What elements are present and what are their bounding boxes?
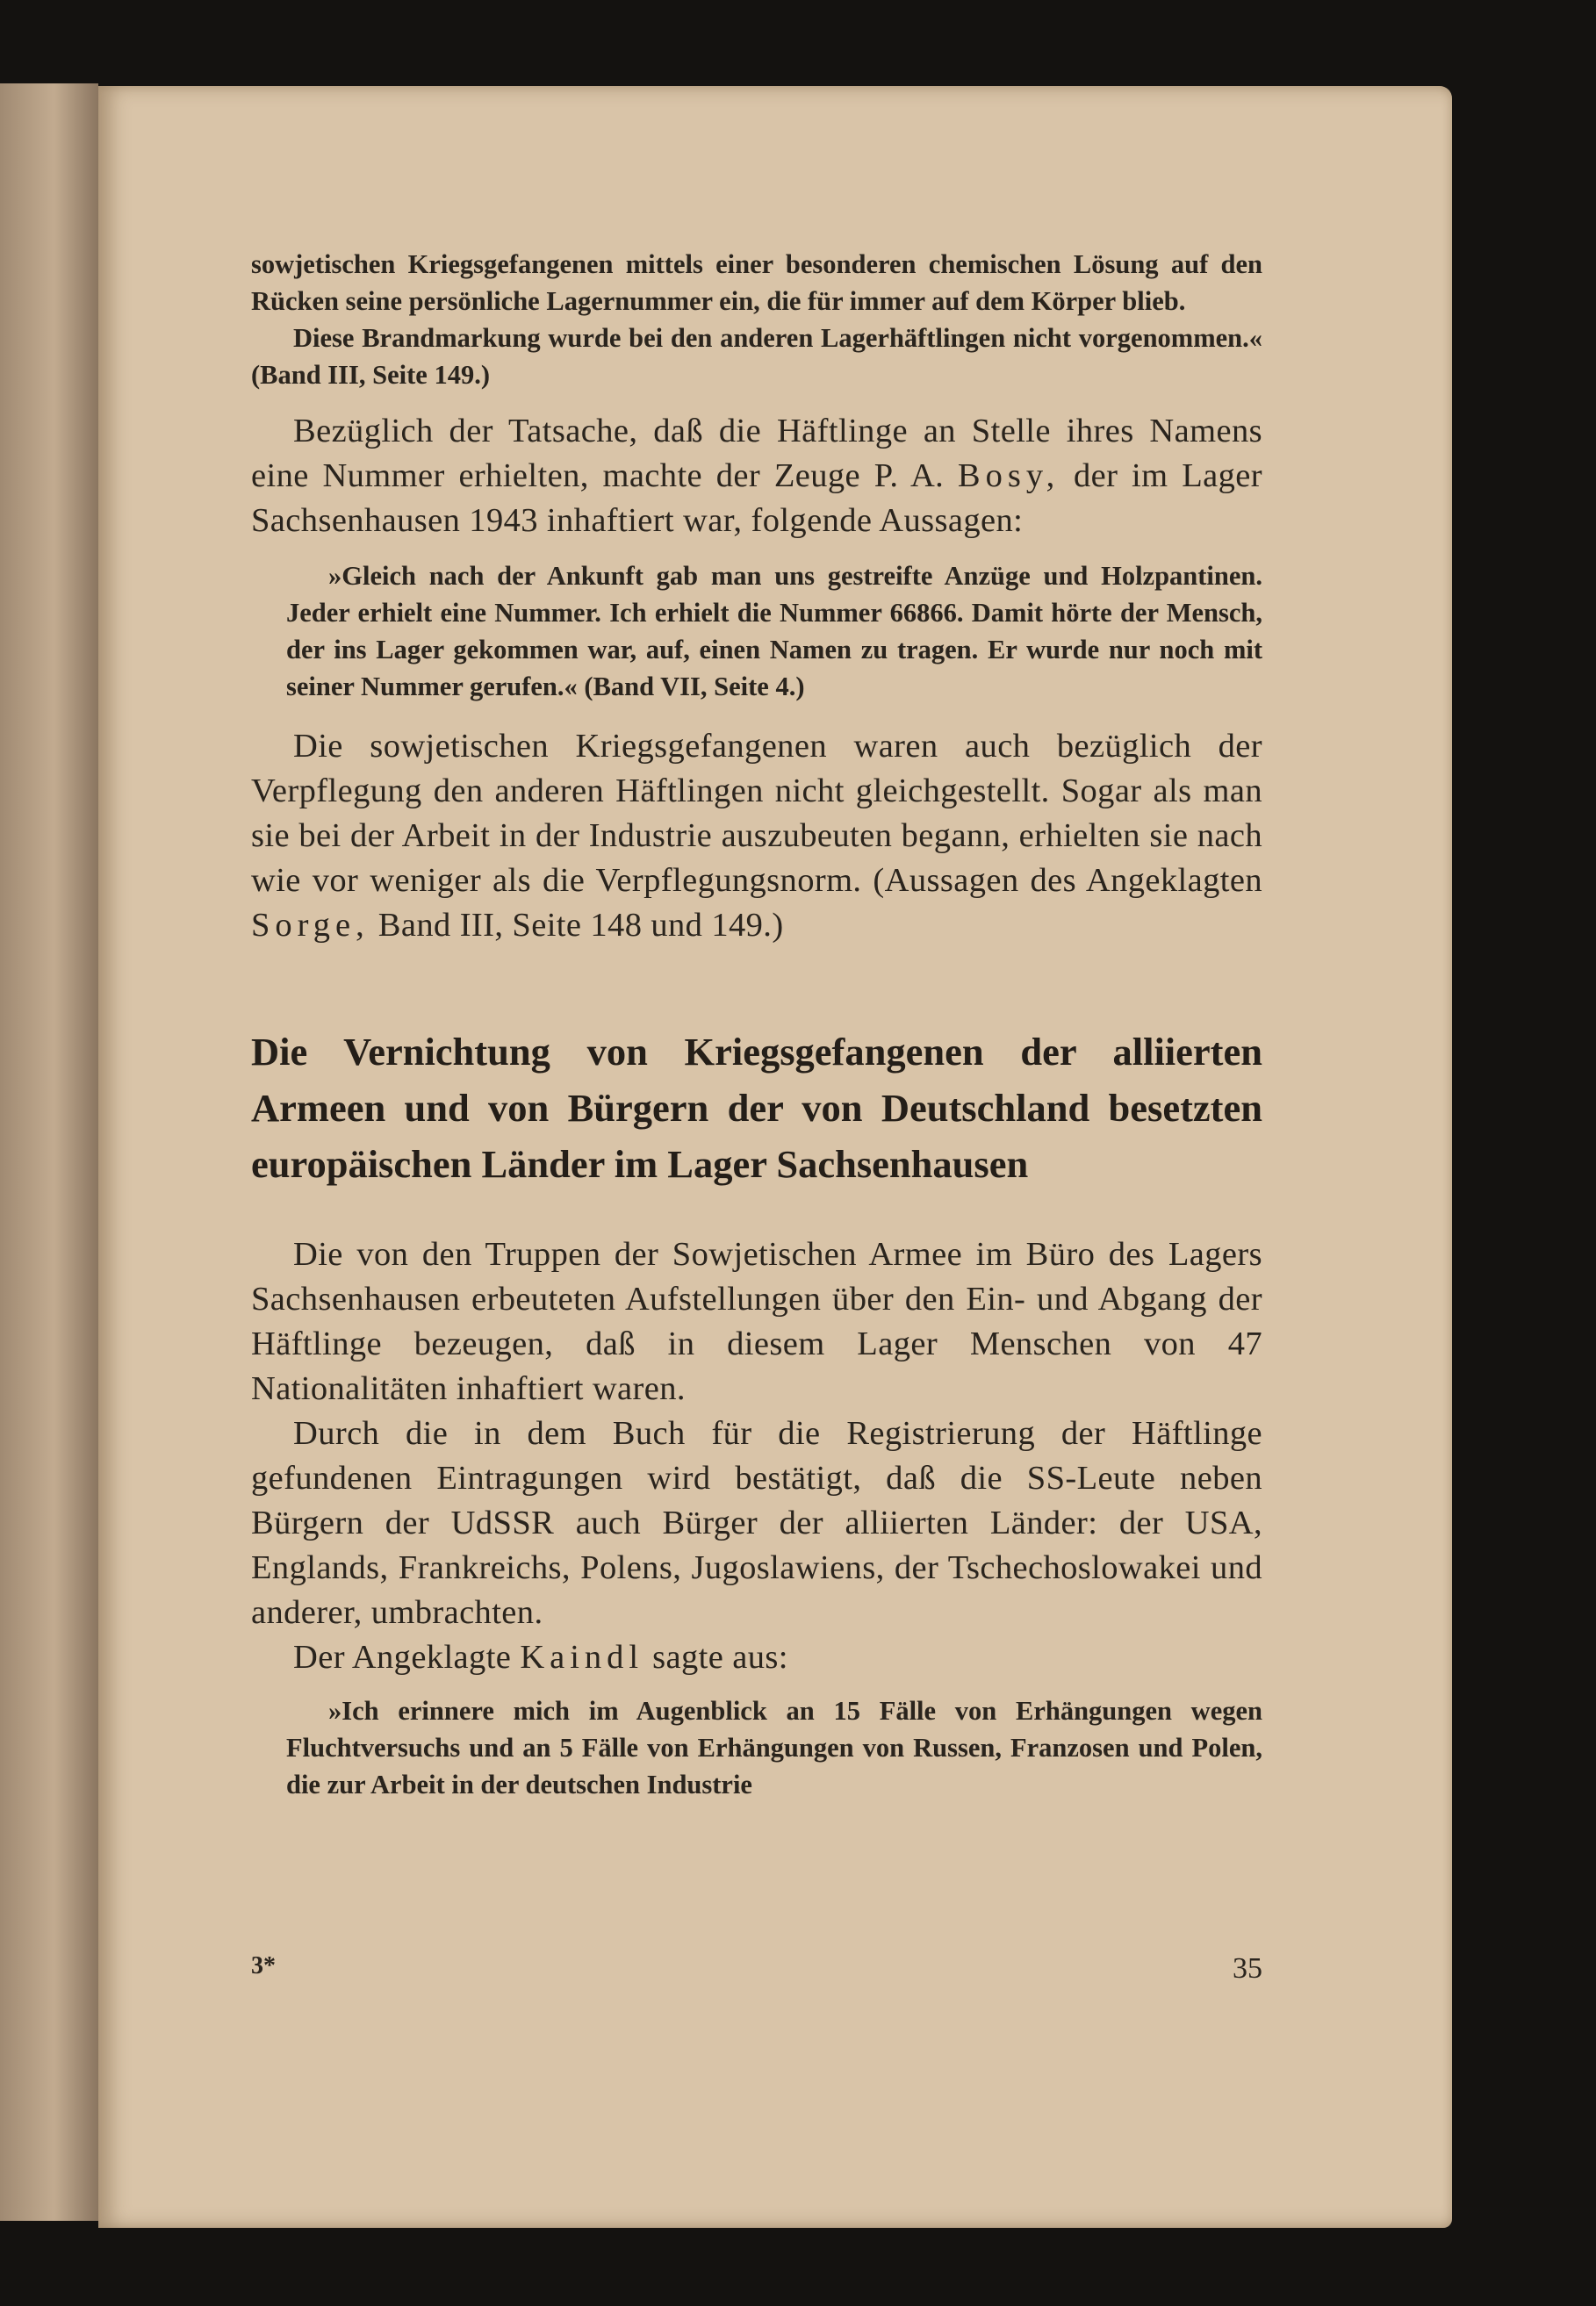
paragraph-registry: Durch die in dem Buch für die Registrierung der Häftlinge gefundenen Eintragungen wird bestätigt, daß die SS-Leute neben Bürgern der UdSSR auch Bürger der alliierten Länder: der USA, Englands, Frankreichs, Polens, Jugoslawiens, der Tschechoslowakei und anderer, umbrachten. xyxy=(251,1415,1262,1631)
paragraph-rations: Die sowjetischen Kriegsgefangenen waren auch bezüglich der Verpflegung den anderen Häftlingen nicht gleichgestellt. Sogar als man sie bei der Arbeit in der Industrie auszubeuten begann, erhielten sie nach wie vor weniger als die Verpflegungsnorm. (Aussagen des Angeklagten Sorge, Band III, Seite 148 und 149.) xyxy=(251,728,1262,944)
witness-name: Bosy, xyxy=(957,457,1060,494)
book-spine xyxy=(0,83,98,2221)
page-number: 35 xyxy=(1233,1952,1262,1985)
paragraph-nationalities: Die von den Truppen der Sowjetischen Armee im Büro des Lagers Sachsenhausen erbeuteten Aufstellungen über den Ein- und Abgang der Häftlinge bezeugen, daß in diesem Lager Menschen von 47 Nationalitäten inhaftiert waren. xyxy=(251,1236,1262,1407)
page-content xyxy=(251,246,1262,1803)
paragraph-bosy: Bezüglich der Tatsache, daß die Häftlinge an Stelle ihres Namens eine Nummer erhielten, machte der Zeuge P. A. Bosy, der im Lager Sachsenhausen 1943 inhaftiert war, folgende Aussagen: xyxy=(251,413,1262,539)
quote-kaindl: »Ich erinnere mich im Augenblick an 15 Fälle von Erhängungen wegen Fluchtversuchs und an 5 Fälle von Erhängungen von Russen, Franzosen und Polen, die zur Arbeit in der deutschen Industrie xyxy=(286,1696,1262,1800)
paragraph-kaindl: Der Angeklagte Kaindl sagte aus: xyxy=(293,1639,788,1676)
page-footer xyxy=(251,1952,1262,1996)
defendant-name: Sorge, xyxy=(251,907,370,944)
signature-mark: 3* xyxy=(251,1952,276,1979)
quote-bosy: »Gleich nach der Ankunft gab man uns gestreifte Anzüge und Holzpantinen. Jeder erhielt eine Nummer. Ich erhielt die Nummer 66866. Damit hörte der Mensch, der ins Lager gekommen war, auf, einen Namen zu tragen. Er wurde nur noch mit seiner Nummer gerufen.« (Band VII, Seite 4.) xyxy=(286,561,1262,701)
section-heading: Die Vernichtung von Kriegsgefangenen der alliierten Armeen und von Bürgern der von Deutschland besetzten europäischen Länder im Lager Sachsenhausen xyxy=(251,1030,1262,1186)
defendant-name-kaindl: Kaindl xyxy=(520,1639,644,1676)
quote-continuation: sowjetischen Kriegsgefangenen mittels einer besonderen chemischen Lösung auf den Rücken seine persönliche Lagernummer ein, die für immer auf dem Körper blieb. xyxy=(251,249,1262,316)
quote-continuation-end: Diese Brandmarkung wurde bei den anderen Lagerhäftlingen nicht vorgenommen.« (Band III, Seite 149.) xyxy=(251,323,1262,390)
